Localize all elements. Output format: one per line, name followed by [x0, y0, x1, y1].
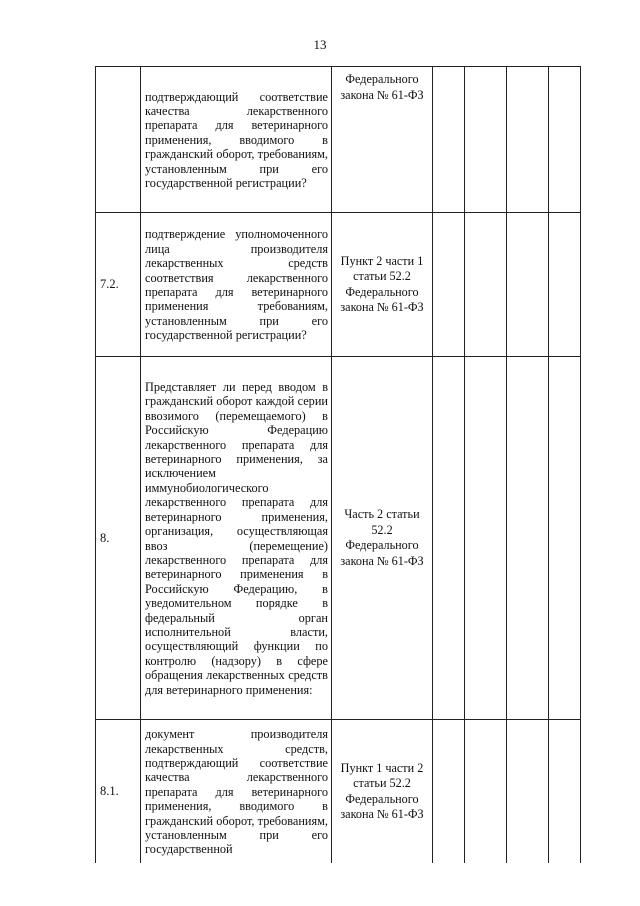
table-row	[96, 357, 581, 720]
answer-cell-na[interactable]	[507, 213, 549, 357]
table-row	[96, 67, 581, 213]
legal-reference: Пункт 1 части 2 статьи 52.2 Федерального закона № 61-ФЗ	[332, 720, 433, 864]
answer-cell-yes[interactable]	[433, 213, 465, 357]
answer-cell-no[interactable]	[465, 213, 507, 357]
notes-cell[interactable]	[549, 720, 581, 864]
question-cell	[141, 67, 332, 213]
answer-cell-yes[interactable]	[433, 67, 465, 213]
question-text: Представляет ли перед вводом в гражданский оборот каждой серии ввозимого (перемещаемого) в Российскую Федерацию лекарственного препарата для ветеринарного применения, за исключением иммунобиологического лекарственного препарата для ветеринарного применения, организация, осуществляющая ввоз (перемещение) лекарственного препарата для ветеринарного применения в Российскую Федерацию, в уведомительном порядке в федеральный орган исполнительной власти, осуществляющий функции по контролю (надзору) в сфере обращения лекарственных средств для ветеринарного применения:	[145, 380, 328, 697]
answer-cell-no[interactable]	[465, 720, 507, 864]
answer-cell-yes[interactable]	[433, 720, 465, 864]
question-cell	[141, 720, 332, 864]
notes-cell[interactable]	[549, 67, 581, 213]
checklist-table	[95, 66, 581, 863]
question-text: подтверждение уполномоченного лица производителя лекарственных средств соответствия лекарственного препарата для ветеринарного применения требованиям, установленным при его государственной регистрации?	[145, 227, 328, 343]
notes-cell[interactable]	[549, 213, 581, 357]
table-row	[96, 720, 581, 864]
question-text: подтверждающий соответствие качества лекарственного препарата для ветеринарного применения, вводимого в гражданский оборот, требованиям, установленным при его государственной регистрации?	[145, 89, 328, 191]
question-text: документ производителя лекарственных средств, подтверждающий соответствие качества лекарственного препарата для ветеринарного применения, вводимого в гражданский оборот, требованиям, установленным при его государственной	[145, 727, 328, 857]
answer-cell-na[interactable]	[507, 357, 549, 720]
legal-reference: Пункт 2 части 1 статьи 52.2 Федерального закона № 61-ФЗ	[332, 213, 433, 357]
item-number: 7.2.	[96, 213, 141, 357]
answer-cell-na[interactable]	[507, 720, 549, 864]
question-cell	[141, 213, 332, 357]
item-number	[96, 67, 141, 213]
notes-cell[interactable]	[549, 357, 581, 720]
table-row	[96, 213, 581, 357]
question-cell	[141, 357, 332, 720]
answer-cell-yes[interactable]	[433, 357, 465, 720]
answer-cell-na[interactable]	[507, 67, 549, 213]
item-number: 8.1.	[96, 720, 141, 864]
item-number: 8.	[96, 357, 141, 720]
answer-cell-no[interactable]	[465, 67, 507, 213]
legal-reference: Часть 2 статьи 52.2 Федерального закона № 61-ФЗ	[332, 357, 433, 720]
legal-reference: Федерального закона № 61-ФЗ	[332, 67, 433, 213]
page-number: 13	[313, 37, 327, 52]
answer-cell-no[interactable]	[465, 357, 507, 720]
